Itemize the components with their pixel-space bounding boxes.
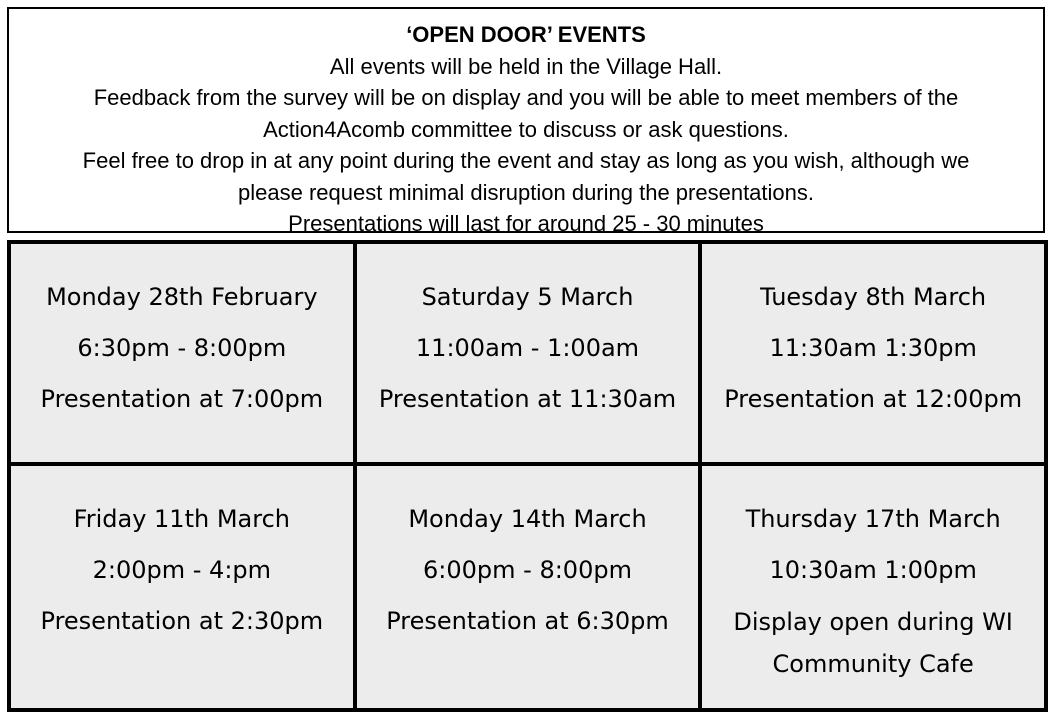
event-date: Monday 28th February (46, 283, 318, 311)
event-cell (702, 244, 1044, 462)
event-cell (11, 466, 353, 708)
event-time: 2:00pm - 4:pm (92, 556, 272, 584)
events-heading: ‘OPEN DOOR’ EVENTS (406, 22, 646, 47)
event-time: 11:30am 1:30pm (769, 334, 977, 362)
event-time: 11:00am - 1:00am (415, 334, 640, 362)
event-cell (357, 466, 699, 708)
open-door-info-box (7, 7, 1045, 236)
info-line-drop-in: Feel free to drop in at any point during the event and stay as long as you wish, although we (82, 148, 970, 173)
event-note: Presentation at 7:00pm (40, 385, 324, 413)
event-date: Thursday 17th March (745, 505, 1001, 533)
event-date: Saturday 5 March (421, 283, 634, 311)
event-note: Presentation at 11:30am (378, 385, 677, 413)
info-line-duration: Presentations will last for around 25 - 30 minutes (288, 211, 764, 236)
info-line-committee: Action4Acomb committee to discuss or ask questions. (263, 116, 789, 142)
events-table (7, 240, 1048, 712)
event-cell (702, 466, 1044, 708)
info-line-feedback: Feedback from the survey will be on display and you will be able to meet members of the (93, 85, 959, 110)
event-note: Display open during WI Community Cafe (733, 608, 1013, 678)
event-time: 6:00pm - 8:00pm (423, 556, 632, 584)
event-date: Monday 14th March (408, 505, 647, 533)
event-note: Presentation at 2:30pm (40, 607, 324, 635)
event-date: Tuesday 8th March (760, 283, 987, 311)
event-note: Presentation at 12:00pm (724, 385, 1023, 413)
info-line-venue: All events will be held in the Village Hall. (329, 53, 723, 79)
event-cell (11, 244, 353, 462)
event-time: 6:30pm - 8:00pm (77, 334, 287, 362)
event-note: Presentation at 6:30pm (386, 607, 669, 635)
event-date: Friday 11th March (73, 505, 290, 533)
event-time: 10:30am 1:00pm (769, 556, 977, 584)
event-cell (357, 244, 699, 462)
info-line-disruption: please request minimal disruption during the presentations. (238, 179, 814, 205)
